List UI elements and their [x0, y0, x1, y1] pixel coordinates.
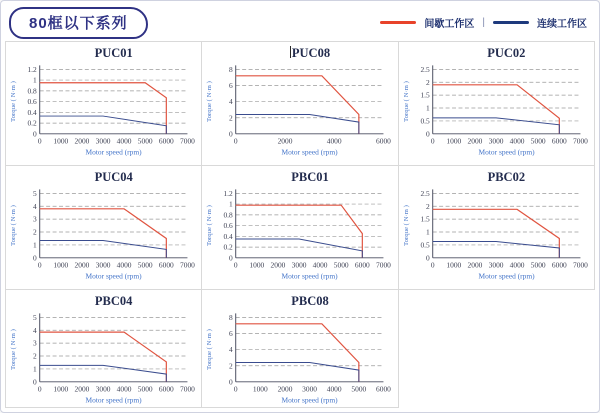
svg-text:0.5: 0.5: [420, 116, 430, 126]
svg-text:1: 1: [33, 364, 37, 374]
chart-cell-pbc02: [399, 166, 595, 290]
svg-text:5000: 5000: [351, 384, 367, 394]
svg-text:5: 5: [33, 312, 37, 322]
torque-speed-plot: [399, 186, 594, 285]
svg-text:Motor speed (rpm): Motor speed (rpm): [281, 147, 338, 157]
svg-text:7000: 7000: [180, 384, 195, 394]
svg-text:2: 2: [33, 227, 37, 237]
svg-text:1: 1: [33, 240, 37, 250]
torque-speed-plot: [6, 310, 201, 408]
svg-text:Torque ( N·m ): Torque ( N·m ): [206, 329, 214, 371]
torque-speed-plot: [399, 62, 594, 161]
svg-text:8: 8: [229, 312, 234, 322]
svg-text:Torque ( N·m ): Torque ( N·m ): [402, 81, 410, 123]
svg-text:2000: 2000: [74, 136, 90, 146]
svg-text:1.2: 1.2: [223, 188, 234, 198]
svg-text:4000: 4000: [327, 136, 342, 146]
svg-text:4: 4: [229, 97, 234, 107]
svg-text:Torque ( N·m ): Torque ( N·m ): [9, 81, 17, 123]
chart-title: [6, 293, 201, 310]
svg-text:5000: 5000: [137, 260, 153, 270]
svg-text:5000: 5000: [137, 136, 153, 146]
svg-text:3000: 3000: [488, 260, 504, 270]
svg-text:Torque ( N·m ): Torque ( N·m ): [402, 205, 410, 247]
svg-text:6000: 6000: [158, 136, 174, 146]
continuous-zone-line-icon: [493, 21, 529, 24]
chart-title-text: PUC08: [291, 46, 331, 60]
svg-text:3: 3: [33, 338, 37, 348]
svg-text:2000: 2000: [74, 384, 90, 394]
chart-cell-pbc04: [6, 290, 202, 408]
chart-title-text: PUC01: [94, 46, 133, 60]
svg-text:0: 0: [430, 136, 435, 146]
svg-text:6000: 6000: [376, 136, 392, 146]
svg-text:6000: 6000: [551, 260, 567, 270]
svg-text:4: 4: [229, 345, 234, 355]
svg-text:Motor speed (rpm): Motor speed (rpm): [85, 147, 142, 157]
svg-text:2000: 2000: [277, 384, 293, 394]
svg-text:0: 0: [425, 253, 430, 263]
svg-text:4000: 4000: [116, 136, 132, 146]
svg-text:0: 0: [234, 260, 238, 270]
svg-text:1: 1: [229, 199, 234, 209]
svg-text:6000: 6000: [158, 260, 174, 270]
chart-cell-puc08: [202, 42, 398, 166]
svg-text:0: 0: [229, 129, 234, 139]
svg-text:0.8: 0.8: [223, 210, 234, 220]
svg-text:6000: 6000: [158, 384, 174, 394]
svg-text:6000: 6000: [355, 260, 371, 270]
svg-text:Motor speed (rpm): Motor speed (rpm): [281, 395, 338, 405]
chart-title: [399, 169, 594, 186]
svg-text:4: 4: [33, 325, 37, 335]
svg-text:4000: 4000: [509, 136, 525, 146]
svg-text:Motor speed (rpm): Motor speed (rpm): [478, 271, 535, 281]
svg-text:Motor speed (rpm): Motor speed (rpm): [478, 147, 535, 157]
svg-text:1: 1: [425, 227, 430, 237]
svg-text:0.4: 0.4: [223, 231, 234, 241]
svg-text:4000: 4000: [116, 260, 132, 270]
chart-title: [6, 45, 201, 62]
svg-text:0: 0: [37, 260, 42, 270]
svg-text:0.2: 0.2: [223, 242, 234, 252]
svg-text:7000: 7000: [180, 260, 195, 270]
svg-text:2000: 2000: [277, 136, 293, 146]
chart-title: [399, 45, 594, 62]
chart-cell-puc02: [399, 42, 595, 166]
svg-text:1000: 1000: [249, 260, 265, 270]
svg-text:3000: 3000: [291, 260, 307, 270]
svg-text:2: 2: [425, 77, 430, 87]
intermittent-zone-line-icon: [380, 21, 416, 24]
svg-text:5000: 5000: [137, 384, 153, 394]
svg-text:0.5: 0.5: [420, 240, 430, 250]
svg-text:4000: 4000: [509, 260, 525, 270]
svg-text:4000: 4000: [116, 384, 132, 394]
svg-text:Torque ( N·m ): Torque ( N·m ): [9, 329, 17, 371]
svg-text:0.8: 0.8: [27, 86, 37, 96]
svg-text:5000: 5000: [530, 260, 546, 270]
svg-text:2000: 2000: [74, 260, 90, 270]
chart-title-text: PBC02: [487, 170, 526, 184]
torque-speed-plot: [6, 186, 201, 285]
chart-cell-pbc01: [202, 166, 398, 290]
svg-text:Motor speed (rpm): Motor speed (rpm): [281, 271, 338, 281]
chart-cell-pbc08: [202, 290, 398, 408]
svg-text:0: 0: [425, 129, 430, 139]
svg-text:3000: 3000: [95, 136, 111, 146]
torque-speed-plot: [202, 186, 397, 285]
svg-text:1: 1: [33, 75, 37, 85]
svg-text:1.2: 1.2: [27, 64, 37, 74]
svg-text:0: 0: [33, 377, 37, 387]
svg-text:7000: 7000: [572, 136, 588, 146]
svg-text:1000: 1000: [53, 260, 69, 270]
svg-text:2: 2: [33, 351, 37, 361]
chart-cell-puc01: [6, 42, 202, 166]
svg-text:0.6: 0.6: [223, 221, 234, 231]
svg-text:1000: 1000: [446, 136, 461, 146]
series-title-badge: 80框以下系列: [9, 7, 148, 39]
svg-text:6: 6: [229, 81, 234, 91]
chart-cell-puc04: [6, 166, 202, 290]
svg-text:0.6: 0.6: [27, 97, 37, 107]
svg-text:0: 0: [229, 377, 234, 387]
svg-text:Motor speed (rpm): Motor speed (rpm): [85, 271, 142, 281]
svg-text:2000: 2000: [270, 260, 286, 270]
empty-cell: [399, 290, 595, 408]
svg-text:0: 0: [234, 136, 238, 146]
svg-text:7000: 7000: [572, 260, 588, 270]
chart-title-text: PUC02: [487, 46, 526, 60]
svg-text:1000: 1000: [253, 384, 269, 394]
chart-title-text: PBC01: [291, 170, 329, 184]
svg-text:0: 0: [33, 129, 37, 139]
chart-title: [6, 169, 201, 186]
legend-label-continuous: 连续工作区: [537, 19, 587, 30]
chart-title-text: PBC08: [291, 294, 329, 308]
torque-speed-plot: [6, 62, 201, 161]
svg-text:3000: 3000: [302, 384, 318, 394]
svg-text:3000: 3000: [95, 260, 111, 270]
chart-grid: [5, 41, 595, 408]
svg-text:1: 1: [425, 103, 430, 113]
svg-text:1000: 1000: [53, 384, 69, 394]
svg-text:0.2: 0.2: [27, 118, 37, 128]
svg-text:1000: 1000: [446, 260, 461, 270]
torque-speed-plot: [202, 62, 397, 161]
svg-text:3000: 3000: [488, 136, 504, 146]
svg-text:0: 0: [37, 384, 42, 394]
svg-text:0: 0: [229, 253, 234, 263]
svg-text:5000: 5000: [530, 136, 546, 146]
svg-text:Torque ( N·m ): Torque ( N·m ): [9, 205, 17, 247]
svg-text:0.4: 0.4: [27, 107, 37, 117]
svg-text:2000: 2000: [467, 260, 483, 270]
chart-title: [202, 169, 397, 186]
svg-text:Torque ( N·m ): Torque ( N·m ): [206, 205, 214, 247]
svg-text:2.5: 2.5: [420, 64, 430, 74]
svg-text:6000: 6000: [376, 384, 392, 394]
legend: [380, 15, 587, 30]
svg-text:4000: 4000: [327, 384, 342, 394]
svg-text:5000: 5000: [334, 260, 349, 270]
chart-title: [202, 293, 397, 310]
svg-text:0: 0: [37, 136, 42, 146]
svg-text:3000: 3000: [95, 384, 111, 394]
header: [1, 1, 599, 41]
svg-text:0: 0: [234, 384, 238, 394]
svg-text:2.5: 2.5: [420, 188, 430, 198]
svg-text:1.5: 1.5: [420, 90, 430, 100]
svg-text:0: 0: [430, 260, 435, 270]
svg-text:3: 3: [33, 214, 37, 224]
svg-text:1000: 1000: [53, 136, 69, 146]
svg-text:6: 6: [229, 329, 234, 339]
svg-text:7000: 7000: [180, 136, 195, 146]
text-cursor: [290, 46, 291, 58]
svg-text:8: 8: [229, 64, 234, 74]
chart-title: [202, 45, 397, 62]
torque-speed-plot: [202, 310, 397, 408]
svg-text:2: 2: [425, 201, 430, 211]
svg-text:2000: 2000: [467, 136, 483, 146]
svg-text:7000: 7000: [376, 260, 392, 270]
svg-text:6000: 6000: [551, 136, 567, 146]
svg-text:4: 4: [33, 201, 37, 211]
legend-label-intermittent: 间歇工作区: [424, 19, 475, 30]
svg-text:1.5: 1.5: [420, 214, 430, 224]
svg-text:Torque ( N·m ): Torque ( N·m ): [206, 81, 214, 123]
chart-title-text: PUC04: [94, 170, 133, 184]
svg-text:Motor speed (rpm): Motor speed (rpm): [85, 395, 142, 405]
svg-text:2: 2: [229, 113, 234, 123]
svg-text:2: 2: [229, 361, 234, 371]
legend-separator: |: [482, 17, 485, 28]
svg-text:4000: 4000: [312, 260, 328, 270]
svg-text:5: 5: [33, 188, 37, 198]
chart-title-text: PBC04: [94, 294, 133, 308]
svg-text:0: 0: [33, 253, 37, 263]
